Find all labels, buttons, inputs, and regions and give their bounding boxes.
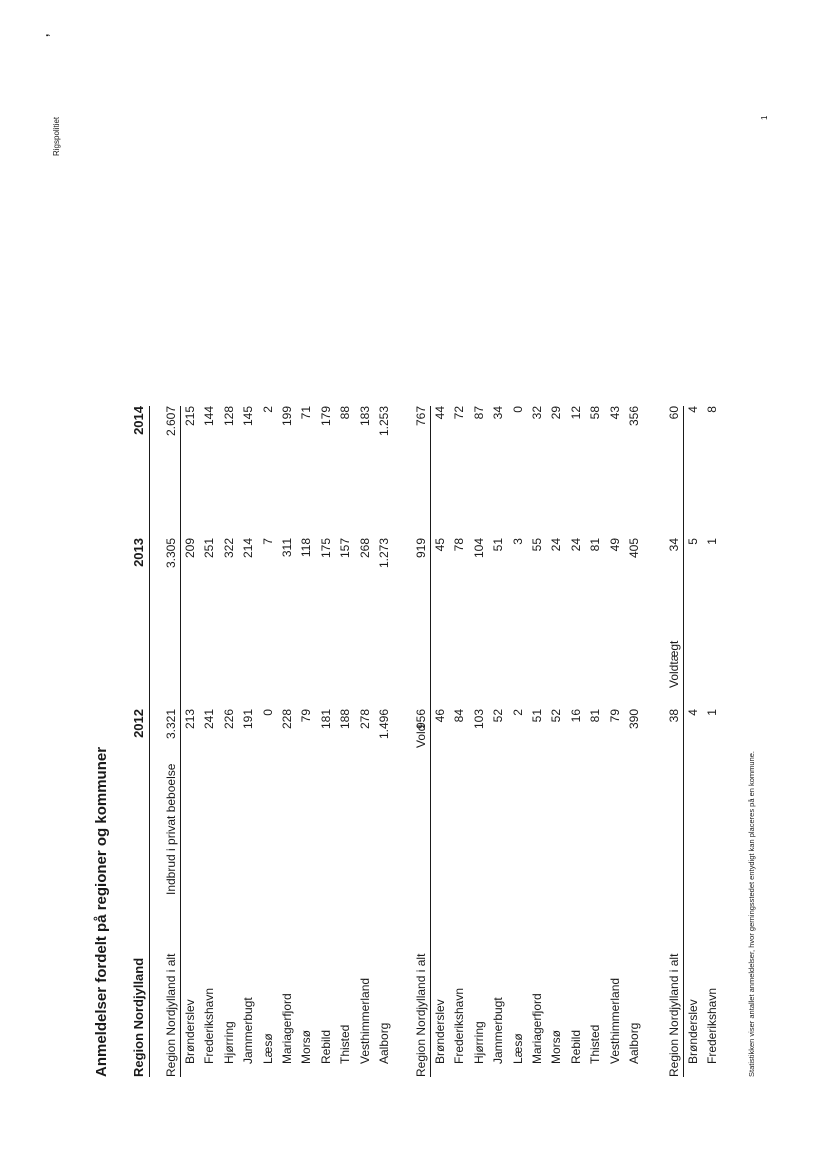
total-value: 3.321 <box>164 709 178 740</box>
municipality-name: Brønderslev <box>433 999 447 1064</box>
municipality-name: Aalborg <box>376 1022 391 1064</box>
cell-value: 44 <box>433 406 447 420</box>
table-row <box>528 406 547 1077</box>
municipality-name: Frederikshavn <box>452 987 467 1064</box>
cell-value: 0 <box>510 406 525 413</box>
category-label: Vold <box>414 724 428 748</box>
cell-value: 29 <box>549 406 564 420</box>
cell-value: 103 <box>471 709 486 730</box>
table-row <box>606 406 625 1077</box>
cell-value: 1 <box>705 538 720 545</box>
cell-value: 51 <box>529 709 544 723</box>
table-row <box>431 406 450 1077</box>
municipality-name: Rebild <box>318 1029 333 1064</box>
cell-value: 24 <box>568 538 583 552</box>
cell-value: 181 <box>318 709 333 730</box>
scan-speck: , <box>37 33 51 37</box>
cell-value: 58 <box>588 406 603 420</box>
table-row <box>684 406 703 1077</box>
cell-value: 145 <box>241 406 256 427</box>
cell-value: 0 <box>260 709 275 716</box>
cell-value: 1 <box>705 709 720 716</box>
cell-value: 2 <box>510 709 525 716</box>
cell-value: 1.273 <box>376 538 391 569</box>
cell-value: 72 <box>452 406 467 420</box>
total-value: 2.607 <box>164 406 178 437</box>
municipality-name: Læsø <box>510 1033 525 1064</box>
table-row <box>220 406 239 1077</box>
table-row <box>239 406 258 1077</box>
table-row <box>297 406 316 1077</box>
municipality-name: Læsø <box>260 1033 275 1064</box>
cell-value: 88 <box>338 406 353 420</box>
total-label: Region Nordjylland i alt <box>164 953 178 1077</box>
table-row <box>375 406 394 1077</box>
cell-value: 52 <box>549 709 564 723</box>
page-number: 1 <box>760 115 769 120</box>
total-value: 956 <box>414 709 428 730</box>
cell-value: 175 <box>318 538 333 559</box>
cell-value: 5 <box>686 538 700 545</box>
region-heading: Region Nordjylland <box>131 957 146 1077</box>
cell-value: 278 <box>357 709 372 730</box>
cell-value: 34 <box>491 406 506 420</box>
cell-value: 199 <box>279 406 294 427</box>
cell-value: 55 <box>529 538 544 552</box>
cell-value: 209 <box>183 538 197 559</box>
section-total-row <box>412 406 431 1077</box>
municipality-name: Vesthimmerland <box>607 977 622 1064</box>
cell-value: 104 <box>471 538 486 559</box>
cell-value: 87 <box>471 406 486 420</box>
cell-value: 79 <box>607 709 622 723</box>
total-value: 3.305 <box>164 538 178 569</box>
municipality-name: Hjørring <box>221 1021 236 1064</box>
cell-value: 268 <box>357 538 372 559</box>
municipality-name: Morsø <box>299 1030 314 1064</box>
cell-value: 214 <box>241 538 256 559</box>
table-row <box>586 406 605 1077</box>
section-total-row <box>162 406 181 1077</box>
municipality-name: Rebild <box>568 1029 583 1064</box>
cell-value: 215 <box>183 406 197 427</box>
municipality-name: Jammerbugt <box>491 997 506 1064</box>
cell-value: 16 <box>568 709 583 723</box>
cell-value: 183 <box>357 406 372 427</box>
cell-value: 43 <box>607 406 622 420</box>
cell-value: 390 <box>626 709 641 730</box>
table-row <box>259 406 278 1077</box>
table-row <box>200 406 219 1077</box>
table-row <box>317 406 336 1077</box>
section-total-row <box>665 406 684 1077</box>
year-header: 2012 <box>131 709 146 738</box>
total-value: 34 <box>667 538 681 552</box>
municipality-name: Frederikshavn <box>202 987 217 1064</box>
cell-value: 4 <box>686 709 700 716</box>
category-label: Voldtægt <box>667 640 681 688</box>
municipality-name: Jammerbugt <box>241 997 256 1064</box>
cell-value: 118 <box>299 538 314 558</box>
cell-value: 241 <box>202 709 217 730</box>
total-value: 38 <box>667 709 681 723</box>
cell-value: 179 <box>318 406 333 427</box>
table-row <box>450 406 469 1077</box>
cell-value: 2 <box>260 406 275 413</box>
year-header: 2014 <box>131 406 146 435</box>
municipality-name: Morsø <box>549 1030 564 1064</box>
section-voldtaegt <box>665 406 723 1077</box>
total-label: Region Nordjylland i alt <box>414 953 428 1077</box>
cell-value: 144 <box>202 406 217 427</box>
cell-value: 12 <box>568 406 583 420</box>
cell-value: 1.253 <box>376 406 391 437</box>
footnote: Statistikken viser antallet anmeldelser, hvor gerningsstedet entydigt kan placeres på en kommune. <box>747 750 756 1077</box>
municipality-name: Mariagerfjord <box>529 993 544 1064</box>
cell-value: 71 <box>299 406 314 420</box>
total-label: Region Nordjylland i alt <box>667 953 681 1077</box>
section-vold <box>412 406 644 1077</box>
category-label: Indbrud i privat beboelse <box>164 763 178 895</box>
table-row <box>625 406 644 1077</box>
cell-value: 213 <box>183 709 197 730</box>
cell-value: 81 <box>588 709 603 723</box>
cell-value: 32 <box>529 406 544 420</box>
municipality-name: Mariagerfjord <box>279 993 294 1064</box>
cell-value: 24 <box>549 538 564 552</box>
municipality-name: Brønderslev <box>686 999 700 1064</box>
cell-value: 7 <box>260 538 275 545</box>
table-row <box>278 406 297 1077</box>
cell-value: 311 <box>279 538 294 558</box>
total-value: 919 <box>414 538 428 559</box>
agency-header: Rigspolitiet <box>52 116 61 156</box>
cell-value: 228 <box>279 709 294 730</box>
total-value: 767 <box>414 406 428 427</box>
municipality-name: Hjørring <box>471 1021 486 1064</box>
table-row <box>547 406 566 1077</box>
cell-value: 188 <box>338 709 353 730</box>
cell-value: 81 <box>588 538 603 552</box>
section-indbrud <box>162 406 394 1077</box>
cell-value: 128 <box>221 406 236 427</box>
municipality-name: Frederikshavn <box>705 987 720 1064</box>
cell-value: 356 <box>626 406 641 427</box>
table-row <box>703 406 722 1077</box>
cell-value: 78 <box>452 538 467 552</box>
cell-value: 251 <box>202 538 217 559</box>
cell-value: 157 <box>338 538 353 559</box>
cell-value: 51 <box>491 538 506 552</box>
cell-value: 405 <box>626 538 641 559</box>
page-title: Anmeldelser fordelt på regioner og kommuner <box>93 746 110 1077</box>
municipality-name: Thisted <box>338 1024 353 1064</box>
cell-value: 84 <box>452 709 467 723</box>
cell-value: 8 <box>705 406 720 413</box>
table-row <box>567 406 586 1077</box>
cell-value: 191 <box>241 709 256 730</box>
table-row <box>336 406 355 1077</box>
cell-value: 226 <box>221 709 236 730</box>
municipality-name: Thisted <box>588 1024 603 1064</box>
cell-value: 46 <box>433 709 447 723</box>
year-header: 2013 <box>131 538 146 567</box>
table-row <box>181 406 200 1077</box>
cell-value: 1.496 <box>376 709 391 740</box>
table-row <box>489 406 508 1077</box>
table-row <box>470 406 489 1077</box>
table-header <box>131 406 150 1077</box>
cell-value: 49 <box>607 538 622 552</box>
municipality-name: Vesthimmerland <box>357 977 372 1064</box>
table-row <box>509 406 528 1077</box>
cell-value: 4 <box>686 406 700 413</box>
table-row <box>356 406 375 1077</box>
cell-value: 3 <box>510 538 525 545</box>
municipality-name: Brønderslev <box>183 999 197 1064</box>
total-value: 60 <box>667 406 681 420</box>
cell-value: 45 <box>433 538 447 552</box>
cell-value: 52 <box>491 709 506 723</box>
cell-value: 322 <box>221 538 236 559</box>
municipality-name: Aalborg <box>626 1022 641 1064</box>
cell-value: 79 <box>299 709 314 723</box>
